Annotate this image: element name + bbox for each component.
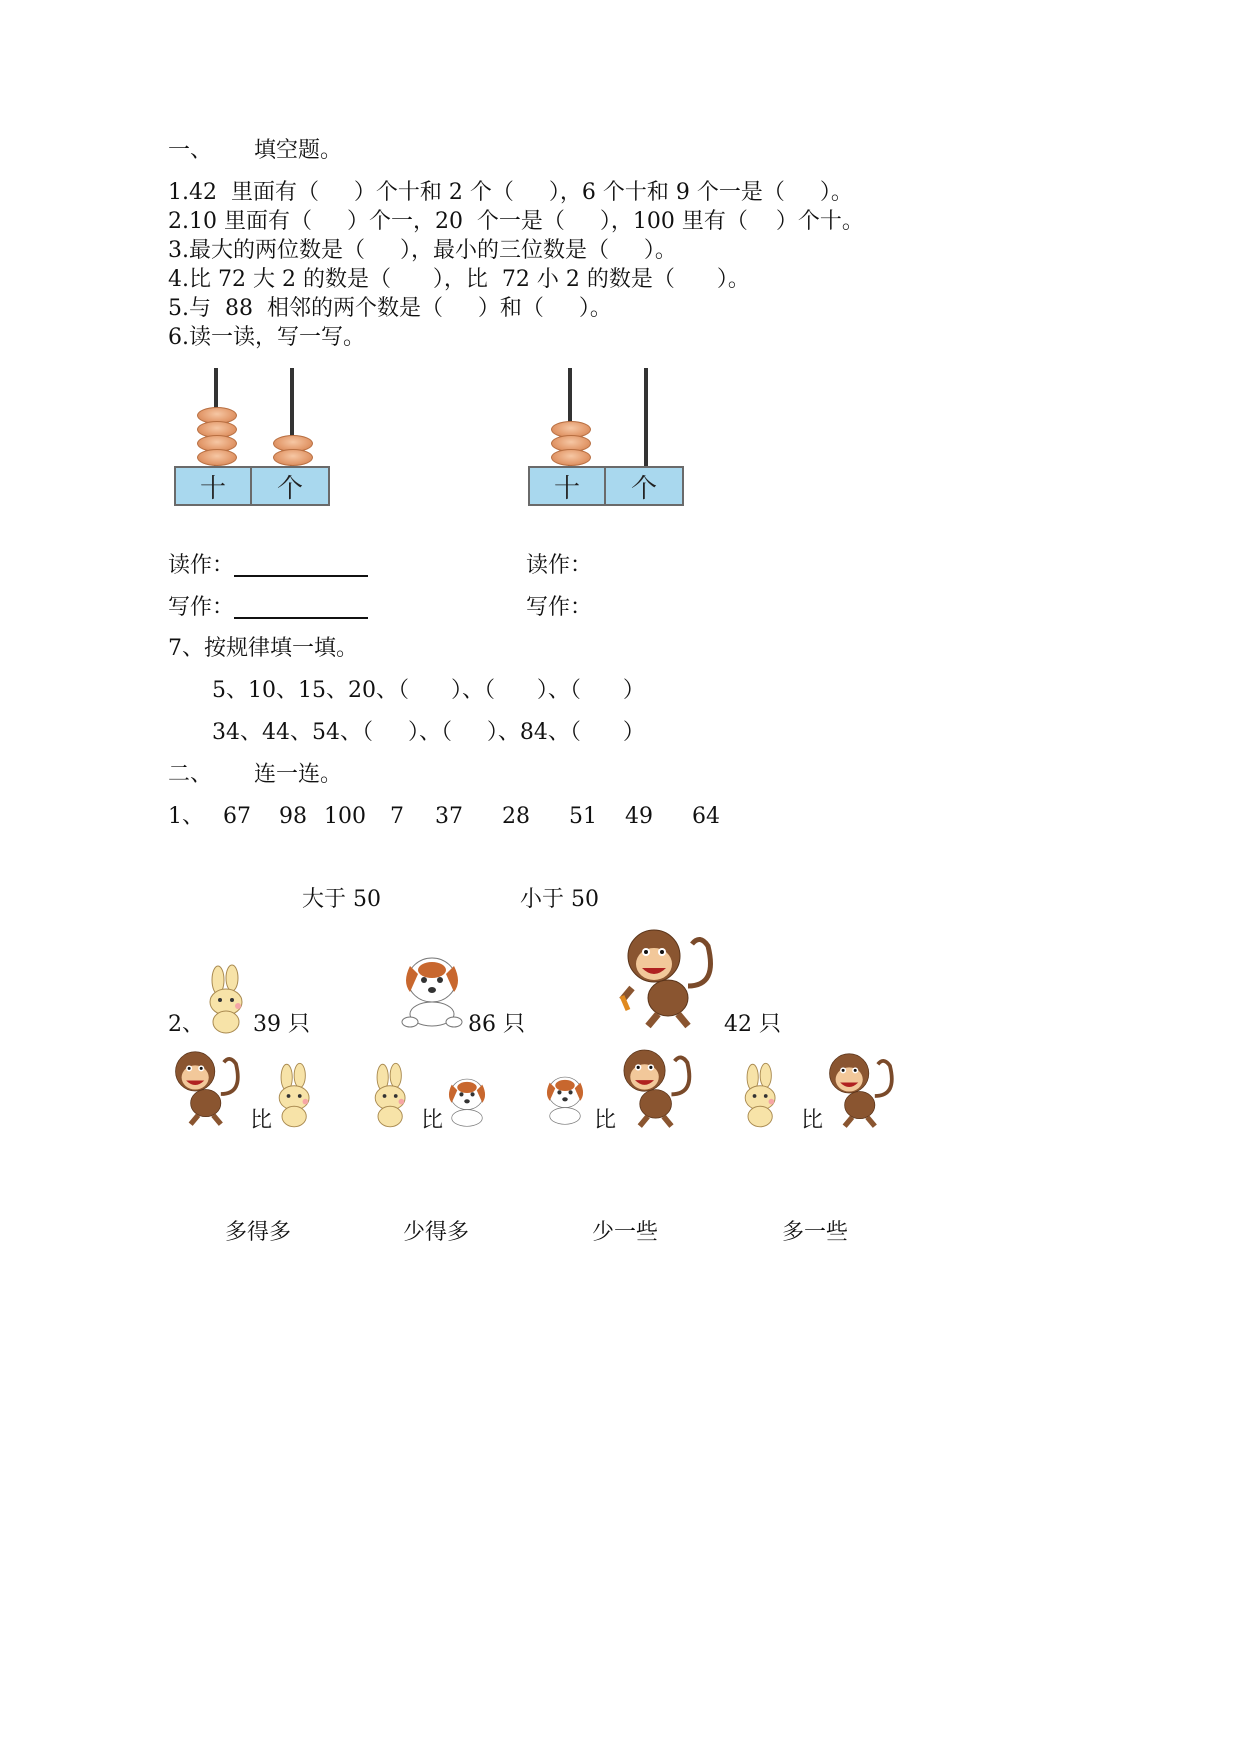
number-98[interactable]: 98 bbox=[279, 804, 307, 829]
dog-icon bbox=[396, 952, 468, 1030]
number-64[interactable]: 64 bbox=[692, 804, 720, 829]
number-49[interactable]: 49 bbox=[625, 804, 653, 829]
phrase-much-less[interactable]: 少得多 bbox=[403, 1220, 470, 1245]
compare-word: 比 bbox=[801, 1108, 824, 1133]
rabbit-icon bbox=[198, 966, 258, 1034]
rabbit-icon bbox=[364, 1064, 420, 1128]
read-label-1: 读作： bbox=[168, 553, 235, 578]
rabbit-icon bbox=[268, 1064, 324, 1128]
rabbit-count: 39 只 bbox=[253, 1012, 310, 1037]
write-label-1: 写作： bbox=[168, 595, 235, 620]
write-answer-line-1[interactable] bbox=[234, 617, 368, 619]
abacus-ones-cell: 个 bbox=[604, 466, 684, 506]
phrase-slightly-more[interactable]: 多一些 bbox=[782, 1220, 849, 1245]
monkey-count: 42 只 bbox=[724, 1012, 781, 1037]
compare-word: 比 bbox=[421, 1108, 444, 1133]
question-3: 3.最大的两位数是（ ），最小的三位数是（ ）。 bbox=[168, 238, 677, 263]
sequence-1: 5、10、15、20、（ ）、（ ）、（ ） bbox=[212, 678, 645, 703]
read-answer-line-1[interactable] bbox=[234, 575, 368, 577]
abacus-bead bbox=[273, 449, 313, 466]
rabbit-icon bbox=[734, 1064, 790, 1128]
monkey-icon bbox=[168, 1048, 248, 1128]
number-67[interactable]: 67 bbox=[223, 804, 251, 829]
write-label-2: 写作： bbox=[526, 595, 593, 620]
dog-count: 86 只 bbox=[468, 1012, 525, 1037]
compare-word: 比 bbox=[250, 1108, 273, 1133]
question-4: 4.比 72 大 2 的数是（ ），比 72 小 2 的数是（ ）。 bbox=[168, 267, 750, 292]
question-2: 2.10 里面有（ ）个一，20 个一是（ ），100 里有（ ）个十。 bbox=[168, 209, 864, 234]
sequence-2: 34、44、54、（ ）、（ ）、84、（ ） bbox=[212, 720, 645, 745]
monkey-icon bbox=[822, 1050, 902, 1130]
compare-word: 比 bbox=[594, 1108, 617, 1133]
abacus-2 bbox=[528, 368, 688, 508]
monkey-icon bbox=[616, 1046, 700, 1130]
dog-icon bbox=[540, 1072, 590, 1128]
section2-heading: 二、 连一连。 bbox=[168, 762, 342, 787]
abacus-bead bbox=[551, 449, 591, 466]
section1-heading: 一、 填空题。 bbox=[168, 138, 342, 163]
abacus-1 bbox=[174, 368, 334, 508]
number-7[interactable]: 7 bbox=[390, 804, 404, 829]
abacus-rod-ones bbox=[644, 368, 648, 468]
connect-q1-prefix: 1、 bbox=[168, 804, 204, 829]
number-37[interactable]: 37 bbox=[435, 804, 463, 829]
read-label-2: 读作： bbox=[526, 553, 593, 578]
phrase-slightly-less[interactable]: 少一些 bbox=[592, 1220, 659, 1245]
less-than-50[interactable]: 小于 50 bbox=[520, 887, 599, 912]
abacus-bead bbox=[197, 449, 237, 466]
question-7: 7、按规律填一填。 bbox=[168, 636, 358, 661]
question-1: 1.42 里面有（ ）个十和 2 个（ ），6 个十和 9 个一是（ ）。 bbox=[168, 180, 853, 205]
number-100[interactable]: 100 bbox=[324, 804, 366, 829]
abacus-tens-cell: 十 bbox=[174, 466, 252, 506]
abacus-tens-cell: 十 bbox=[528, 466, 606, 506]
phrase-much-more[interactable]: 多得多 bbox=[225, 1220, 292, 1245]
question-5: 5.与 88 相邻的两个数是（ ）和（ ）。 bbox=[168, 296, 612, 321]
dog-icon bbox=[442, 1074, 492, 1130]
number-28[interactable]: 28 bbox=[502, 804, 530, 829]
number-51[interactable]: 51 bbox=[569, 804, 597, 829]
question-6: 6.读一读，写一写。 bbox=[168, 325, 365, 350]
greater-than-50[interactable]: 大于 50 bbox=[302, 887, 381, 912]
monkey-icon bbox=[618, 926, 724, 1030]
connect-q2-prefix: 2、 bbox=[168, 1012, 204, 1037]
abacus-ones-cell: 个 bbox=[250, 466, 330, 506]
